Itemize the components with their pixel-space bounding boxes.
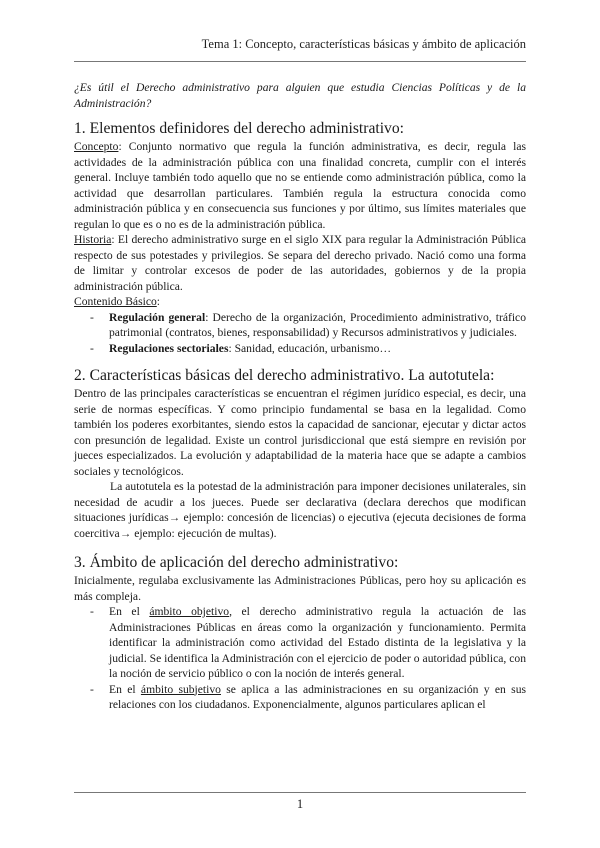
list-item-text: : Derecho de la organización, Procedimiento administrativo, tráfico patrimonial (contratos, bienes, responsabilidad) y Recursos administrativos y judiciales. [109,310,526,339]
contenido-colon: : [156,295,160,308]
bullet-dash: - [90,605,94,618]
list-item-prefix: En el [109,605,150,618]
historia-text: : El derecho administrativo surge en el siglo XIX para regular la Administración Pública respecto de sus potestades y privilegios. Se separa del derecho privado. Nació como una forma de limitar y controlar excesos de poder de las autoridades, gobiernos y de la propia administración pública. [74,233,526,293]
bullet-dash: - [90,341,94,355]
list-item [74,682,526,713]
list-item [74,341,526,357]
ambito-list [74,604,526,713]
list-item-text: , el derecho administrativo regula la actuación de las Administraciones Públicas en áreas como la organización y funcionamiento. Permita identificar la administración como actividad del Estado distinta de la legislativa y la judicial. Se identifica la Administración con el ejercicio de poder o autoridad pública, con la noción de servicio público o con la noción de interés general. [109,605,526,680]
concepto-paragraph [74,139,526,232]
section-2-heading: 2. Características básicas del derecho administrativo. La autotutela: [74,367,495,384]
guiding-question: ¿Es útil el Derecho administrativo para alguien que estudia Ciencias Políticas y de la Administración? [74,81,526,110]
ambito-objetivo-term: ámbito objetivo [149,605,230,618]
document-body [74,80,526,713]
list-item [74,310,526,341]
list-item-text: se aplica a las administraciones en su organización y en sus relaciones con los ciudadanos. Exponencialmente, algunos particulares aplican el [109,682,527,711]
list-item-term: Regulaciones sectoriales [109,341,229,355]
list-item-term: Regulación general [109,310,206,324]
caracteristicas-paragraph: Dentro de las principales características se encuentran el régimen jurídico especial, es decir, una serie de normas específicas. Y como principio fundamental se basa en la legalidad. Como también los poderes exorbitantes, siendo estos la capacidad de sancionar, ejecutar y dictar actos con presunción de legalidad. Existe un control jurisdiccional que está siempre en revisión por jueces especializados. La evolución y adaptabilidad de la materia hace que se adapte a cambios sociales y tecnológicos. [74,387,526,478]
page-number: 1 [296,797,304,811]
section-1-heading: 1. Elementos definidores del derecho administrativo: [74,120,404,137]
section-3-heading: 3. Ámbito de aplicación del derecho administrativo: [74,554,399,571]
header-divider [74,61,526,62]
concepto-text: : Conjunto normativo que regula la función administrativa, es decir, regula las actividades de la administración pública con una finalidad concreta, cumplir con el interés general. Incluye también todo aquello que no se entiende como administración pública, como la actividad que desarrollan particulares. También regula la estructura conocida como administración pública y en consecuencia sus funciones y por último, sus límites materiales que regulan lo que es o no es de la administración pública. [74,140,526,231]
autotutela-paragraph: La autotutela es la potestad de la administración para imponer decisiones unilaterales, sin necesidad de acudir a los jueces. Puede ser declarativa (declara derechos que modifican situaciones jurídicas→ ejemplo: concesión de licencias) o ejecutiva (ejecuta decisiones de forma coercitiva→ ejemplo: ejecución de multas). [74,480,526,540]
footer-divider [74,792,526,793]
contenido-list [74,310,526,357]
historia-label: Historia [74,233,112,246]
contenido-label: Contenido Básico [74,295,157,308]
historia-paragraph [74,232,526,294]
ambito-intro-paragraph: Inicialmente, regulaba exclusivamente las Administraciones Públicas, pero hoy su aplicación es más compleja. [74,574,526,603]
concepto-label: Concepto [74,140,119,153]
contenido-heading [74,294,526,310]
list-item [74,604,526,682]
list-item-text: : Sanidad, educación, urbanismo… [228,341,392,355]
page-header: Tema 1: Concepto, características básicas y ámbito de aplicación [201,37,526,51]
list-item-prefix: En el [109,682,141,696]
bullet-dash: - [90,310,94,324]
ambito-subjetivo-term: ámbito subjetivo [140,682,221,696]
bullet-dash: - [90,682,94,696]
